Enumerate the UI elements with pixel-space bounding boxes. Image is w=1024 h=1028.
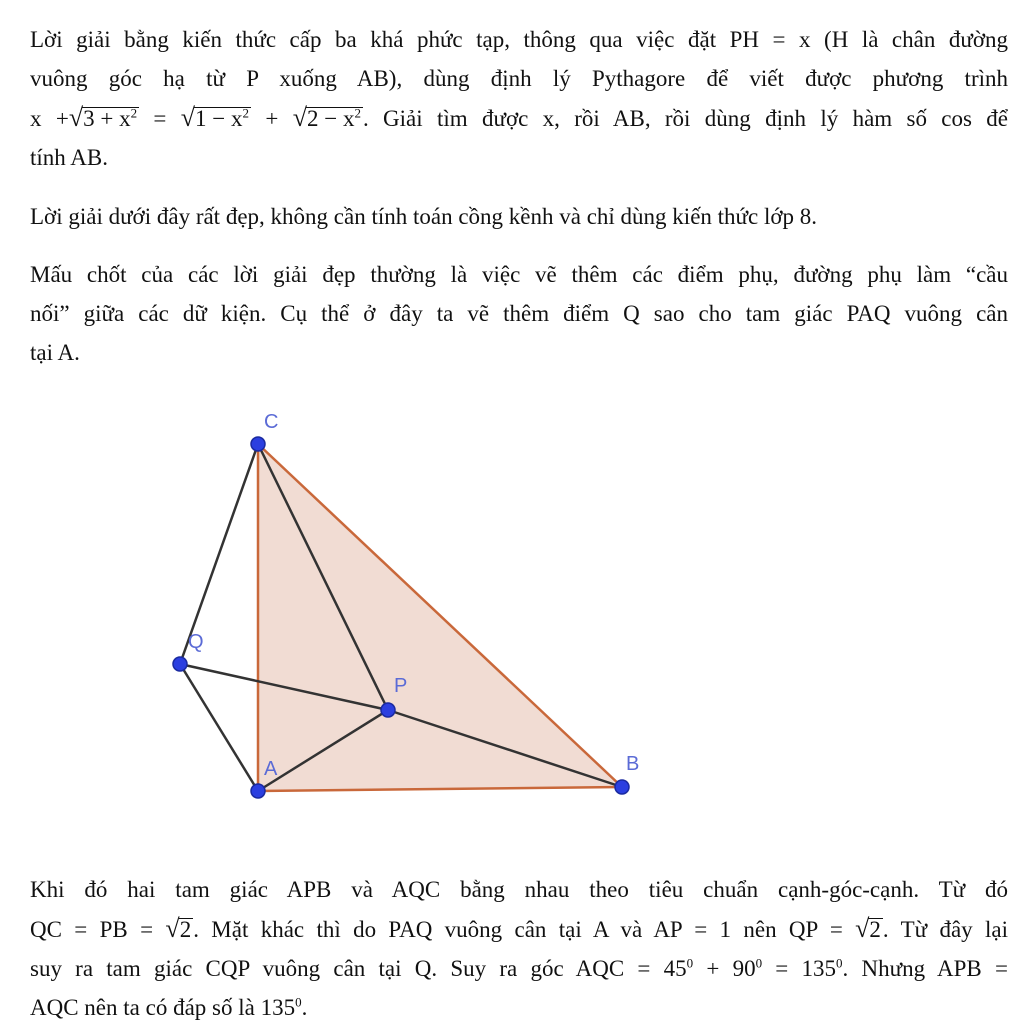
label-q: Q	[188, 631, 204, 653]
intro-line-4: tính AB.	[30, 145, 108, 170]
sqrt-term-2: $1 - x^2$	[195, 105, 250, 131]
degree-mark: 0	[295, 994, 302, 1010]
paragraph-conclusion	[30, 870, 1008, 1027]
key-line-2: nối” giữa các dữ kiện. Cụ thể ở đây ta vẽ thêm điểm Q sao cho tam giác PAQ vuông cân	[30, 301, 1008, 326]
point-b	[615, 780, 629, 794]
conclusion-line-3: suy ra tam giác CQP vuông cân tại Q. Suy ra góc AQC = $45^0 + 90^0 = 135^0$. Nhưng APB =	[30, 955, 1008, 981]
equation	[30, 103, 363, 132]
radical-sign: √	[855, 914, 870, 943]
point-p	[381, 703, 395, 717]
radical-sign: √	[180, 103, 196, 132]
elegant-line: Lời giải dưới đây rất đẹp, không cần tính toán cồng kềnh và chỉ dùng kiến thức lớp 8.	[30, 204, 818, 229]
conclusion-line-1: Khi đó hai tam giác APB và AQC bằng nhau theo tiêu chuẩn cạnh-góc-cạnh. Từ đó	[30, 877, 1008, 902]
paragraph-elegant-solution	[30, 197, 1008, 236]
degree-mark: 0	[755, 955, 763, 971]
intro-line-3-rest: . Giải tìm được x, rồi AB, rồi dùng định lý hàm số cos để	[362, 106, 1009, 131]
conclusion-line-4: AQC nên ta có đáp số là $135^0$.	[30, 994, 308, 1020]
label-a: A	[264, 758, 278, 780]
eq-plus: +	[265, 106, 279, 131]
key-line-3: tại A.	[30, 340, 80, 365]
radical-sign: √	[292, 103, 307, 132]
point-c	[251, 437, 265, 451]
intro-line-3	[30, 98, 1008, 138]
sqrt-two: 2	[179, 917, 192, 942]
radical-sign: √	[68, 103, 84, 132]
geometry-figure	[160, 400, 680, 820]
label-b: B	[626, 753, 640, 775]
label-c: C	[264, 411, 279, 433]
sqrt-two: 2	[869, 917, 881, 942]
intro-line-2: vuông góc hạ từ P xuống AB), dùng định lý Pythagore để viết được phương trình	[30, 66, 1008, 91]
radical-sign: √	[165, 914, 180, 943]
sqrt-term-1: $3 + x^2$	[83, 105, 138, 131]
point-q	[173, 657, 187, 671]
intro-line-1: Lời giải bằng kiến thức cấp ba khá phức tạp, thông qua việc đặt PH = x (H là chân đường	[30, 27, 1008, 52]
conclusion-line-2: QC = PB = √2. Mặt khác thì do PAQ vuông cân tại A và AP = 1 nên QP = √2. Từ đây lại	[30, 914, 1009, 943]
degree-mark: 0	[836, 955, 843, 971]
sqrt-term-3: $2 - x^2$	[306, 105, 361, 131]
eq-equals: =	[153, 106, 167, 131]
paragraph-intro	[30, 20, 1008, 177]
degree-mark: 0	[686, 955, 694, 971]
eq-x-plus: x +	[30, 106, 69, 131]
key-line-1: Mấu chốt của các lời giải đẹp thường là việc vẽ thêm các điểm phụ, đường phụ làm “cầu	[30, 262, 1008, 287]
point-a	[251, 784, 265, 798]
segment-qa	[180, 664, 258, 791]
paragraph-key-idea	[30, 255, 1008, 372]
label-p: P	[394, 675, 408, 697]
